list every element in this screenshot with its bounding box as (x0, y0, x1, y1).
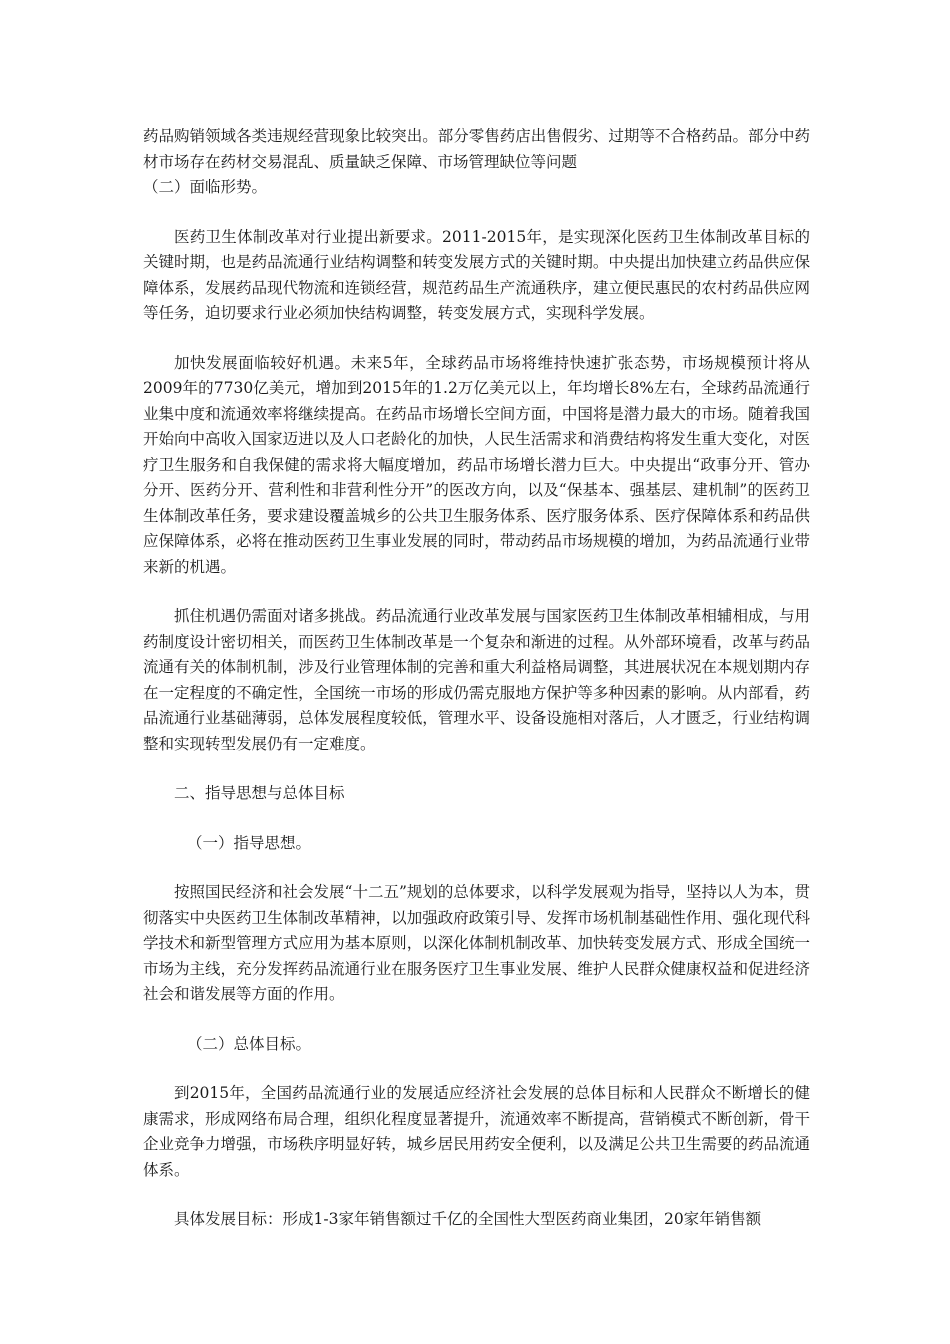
paragraph-opportunities: 加快发展面临较好机遇。未来5年，全球药品市场将维持快速扩张态势，市场规模预计将从2009年的7730亿美元，增加到2015年的1.2万亿美元以上，年均增长8%左右，全球药品流通行业集中度和流通效率将继续提高。在药品市场增长空间方面，中国将是潜力最大的市场。随着我国开始向中高收入国家迈进以及人口老龄化的加快，人民生活需求和消费结构将发生重大变化，对医疗卫生服务和自我保健的需求将大幅度增加，药品市场增长潜力巨大。中央提出“政事分开、管办分开、医药分开、营利性和非营利性分开”的医改方向，以及“保基本、强基层、建机制”的医药卫生体制改革任务，要求建设覆盖城乡的公共卫生服务体系、医疗服务体系、医疗保障体系和药品供应保障体系，必将在推动医药卫生事业发展的同时，带动药品市场规模的增加，为药品流通行业带来新的机遇。 (143, 353, 810, 576)
document-body (143, 124, 810, 1233)
paragraph-challenges: 抓住机遇仍需面对诸多挑战。药品流通行业改革发展与国家医药卫生体制改革相辅相成，与用药制度设计密切相关，而医药卫生体制改革是一个复杂和渐进的过程。从外部环境看，改革与药品流通有关的体制机制，涉及行业管理体制的完善和重大利益格局调整，其进展状况在本规划期内存在一定程度的不确定性，全国统一市场的形成仍需克服地方保护等多种因素的影响。从内部看，药品流通行业基础薄弱，总体发展程度较低，管理水平、设备设施相对落后，人才匮乏，行业结构调整和实现转型发展仍有一定难度。 (143, 607, 810, 753)
paragraph-intro: 药品购销领域各类违规经营现象比较突出。部分零售药店出售假劣、过期等不合格药品。部分中药材市场存在药材交易混乱、质量缺乏保障、市场管理缺位等问题 (143, 127, 810, 171)
paragraph-overall-goals: 到2015年，全国药品流通行业的发展适应经济社会发展的总体目标和人民群众不断增长的健康需求，形成网络布局合理，组织化程度显著提升，流通效率不断提高，营销模式不断创新，骨干企业竞争力增强，市场秩序明显好转，城乡居民用药安全便利，以及满足公共卫生需要的药品流通体系。 (143, 1084, 810, 1179)
heading-section-2: 二、指导思想与总体目标 (174, 784, 345, 802)
heading-overall-goals: （二）总体目标。 (187, 1034, 312, 1053)
paragraph-guiding-thought: 按照国民经济和社会发展“十二五”规划的总体要求，以科学发展观为指导，坚持以人为本，贯彻落实中央医药卫生体制改革精神，以加强政府政策引导、发挥市场机制基础性作用、强化现代科学技术和新型管理方式应用为基本原则，以深化体制机制改革、加快转变发展方式、形成全国统一市场为主线，充分发挥药品流通行业在服务医疗卫生事业发展、维护人民群众健康权益和促进经济社会和谐发展等方面的作用。 (143, 883, 810, 1003)
paragraph-reform-requirements: 医药卫生体制改革对行业提出新要求。2011-2015年，是实现深化医药卫生体制改革目标的关键时期，也是药品流通行业结构调整和转变发展方式的关键时期。中央提出加快建立药品供应保障体系，发展药品现代物流和连锁经营，规范药品生产流通秩序，建立便民惠民的农村药品供应网等任务，迫切要求行业必须加快结构调整，转变发展方式，实现科学发展。 (143, 227, 810, 322)
paragraph-specific-goals: 具体发展目标：形成1-3家年销售额过千亿的全国性大型医药商业集团，20家年销售额 (174, 1210, 762, 1228)
heading-guiding-thought: （一）指导思想。 (187, 833, 312, 852)
heading-situation: （二）面临形势。 (143, 178, 268, 196)
